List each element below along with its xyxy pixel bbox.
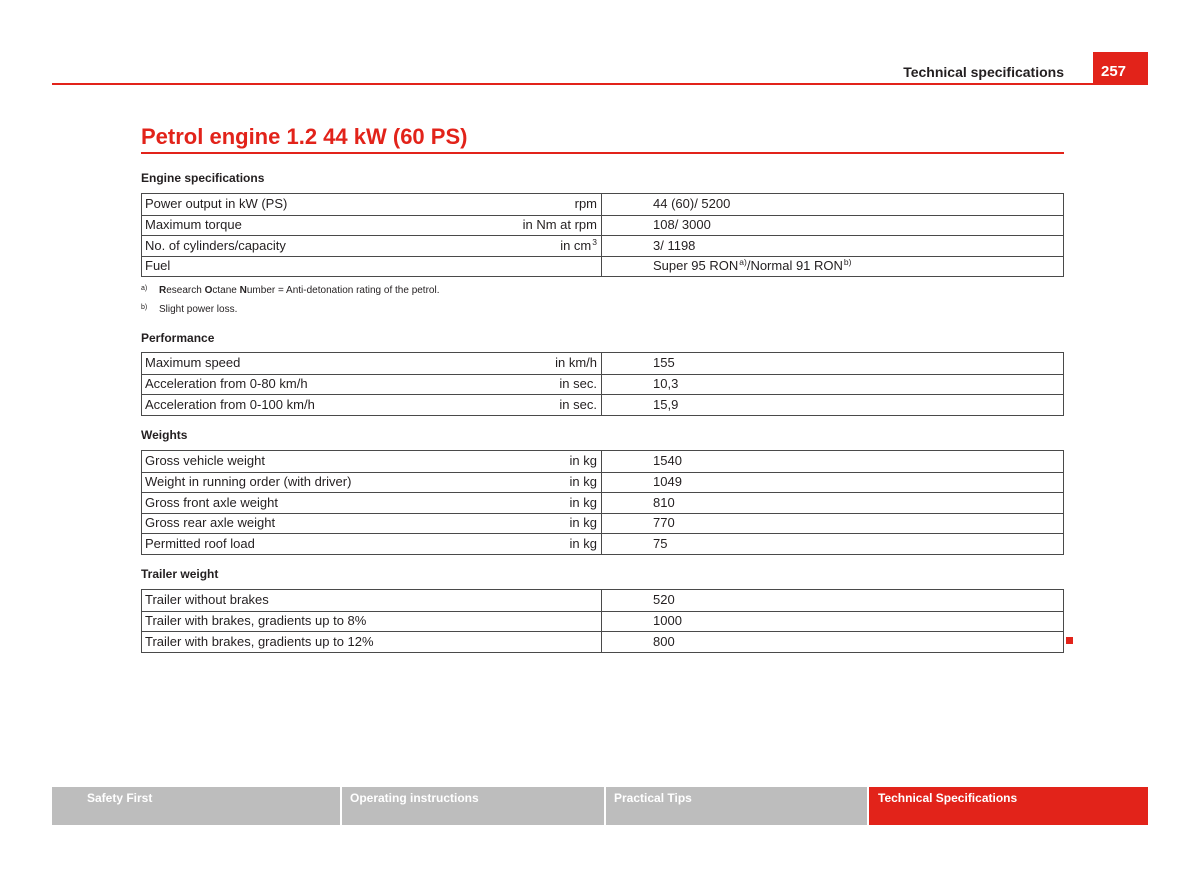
performance-table: [141, 352, 1064, 416]
table-row: [142, 631, 1063, 652]
spec-value-cell: [602, 451, 1063, 472]
spec-value: 520: [653, 592, 675, 608]
engine-specifications-table: [141, 193, 1064, 277]
spec-unit-wrap: [560, 238, 597, 254]
spec-label: Maximum torque: [145, 217, 242, 233]
spec-value-cell: [602, 534, 1063, 554]
spec-label: No. of cylinders/capacity: [145, 237, 286, 253]
footnote-reference: a): [739, 257, 747, 268]
spec-label: Gross front axle weight: [145, 494, 278, 510]
spec-label: Gross rear axle weight: [145, 515, 276, 531]
spec-label: Acceleration from 0-80 km/h: [145, 376, 308, 392]
spec-value-cell: [602, 632, 1063, 652]
spec-unit: in kg: [569, 453, 597, 469]
page-number: 257: [1093, 52, 1148, 85]
table-row: [142, 394, 1063, 415]
footnote-text-part: umber = Anti-detonation rating of the petrol.: [246, 285, 440, 296]
table-row: [142, 374, 1063, 395]
header-rule: [52, 83, 1148, 85]
footnote-text-part: esearch: [166, 285, 205, 296]
footnote-b: [141, 303, 237, 317]
spec-label: Weight in running order (with driver): [145, 474, 352, 490]
table-row: [142, 353, 1063, 374]
spec-value-cell: [602, 395, 1063, 415]
spec-label: Power output in kW (PS): [145, 196, 288, 212]
spec-label-cell: [142, 632, 602, 652]
spec-value-cell: [602, 612, 1063, 632]
spec-unit: in cm: [560, 237, 592, 253]
spec-label-cell: [142, 216, 602, 236]
spec-value-cell: [602, 257, 1063, 277]
spec-value: 44 (60)/ 5200: [653, 196, 731, 212]
footer-tab-operating-instructions: [342, 787, 604, 825]
spec-label-cell: [142, 194, 602, 215]
table-row: [142, 492, 1063, 513]
spec-value: 15,9: [653, 396, 679, 412]
spec-value-part: /Normal 91 RON: [746, 258, 843, 274]
footer-tab-practical-tips: [606, 787, 867, 825]
footnote-text-part: ctane: [212, 285, 240, 296]
table-row: [142, 533, 1063, 554]
spec-unit: in kg: [569, 474, 597, 490]
table-row: [142, 472, 1063, 493]
spec-value: 1540: [653, 453, 682, 469]
footnote-text: [159, 285, 439, 296]
footer-tab-technical-specifications: [869, 787, 1148, 825]
weights-table: [141, 450, 1064, 555]
spec-value-cell: [602, 493, 1063, 513]
footnote-marker: b): [141, 304, 148, 311]
spec-label-cell: [142, 236, 602, 256]
footer-tab-label: Operating instructions: [350, 791, 479, 805]
footnote-marker: a): [141, 285, 148, 292]
footnote-text-part: R: [159, 285, 167, 296]
spec-value: 108/ 3000: [653, 217, 711, 233]
spec-value: 810: [653, 494, 675, 510]
spec-value: [653, 258, 851, 274]
spec-unit: rpm: [574, 196, 597, 212]
spec-label: Maximum speed: [145, 355, 241, 371]
page-title: Petrol engine 1.2 44 kW (60 PS): [141, 124, 468, 149]
spec-label: Trailer without brakes: [145, 592, 269, 608]
spec-label: Gross vehicle weight: [145, 453, 265, 469]
footnote-text-part: O: [204, 285, 213, 296]
spec-label-cell: [142, 612, 602, 632]
spec-label-cell: [142, 395, 602, 415]
spec-value-cell: [602, 353, 1063, 374]
spec-label-cell: [142, 451, 602, 472]
spec-label: Trailer with brakes, gradients up to 12%: [145, 633, 374, 649]
spec-label-cell: [142, 473, 602, 493]
spec-unit: in km/h: [555, 355, 597, 371]
footnote-reference: b): [843, 257, 852, 268]
table-row: [142, 590, 1063, 611]
table-row: [142, 513, 1063, 534]
spec-unit: in kg: [569, 494, 597, 510]
section-heading-performance: Performance: [141, 331, 215, 345]
spec-unit: in sec.: [559, 396, 597, 412]
footer-tab-label: Technical Specifications: [878, 791, 1018, 805]
spec-value-cell: [602, 194, 1063, 215]
table-row: [142, 235, 1063, 256]
footer-tab-label: Practical Tips: [614, 791, 692, 805]
section-heading-weights: Weights: [141, 428, 188, 442]
table-row: [142, 215, 1063, 236]
table-row: [142, 194, 1063, 215]
spec-label-cell: [142, 534, 602, 554]
trailer-weight-table: [141, 589, 1064, 653]
end-of-section-marker: [1066, 637, 1073, 644]
spec-value-part: Super 95 RON: [653, 258, 739, 274]
spec-label-cell: [142, 514, 602, 534]
title-rule: [141, 152, 1064, 154]
spec-value-cell: [602, 375, 1063, 395]
spec-value: 10,3: [653, 376, 679, 392]
spec-label-cell: [142, 493, 602, 513]
spec-value: 75: [653, 535, 668, 551]
spec-unit: in Nm at rpm: [522, 217, 597, 233]
spec-label-cell: [142, 353, 602, 374]
table-row: [142, 256, 1063, 277]
spec-unit: in kg: [569, 515, 597, 531]
header-section-title: Technical specifications: [903, 64, 1064, 80]
spec-unit: in kg: [569, 535, 597, 551]
spec-value-cell: [602, 514, 1063, 534]
footer-tab-label: Safety First: [87, 791, 153, 805]
table-row: [142, 611, 1063, 632]
spec-label-cell: [142, 375, 602, 395]
spec-value: 1049: [653, 474, 682, 490]
spec-value: 800: [653, 633, 675, 649]
spec-label: Trailer with brakes, gradients up to 8%: [145, 613, 367, 629]
spec-label: Acceleration from 0-100 km/h: [145, 396, 315, 412]
spec-label-cell: [142, 257, 602, 277]
footnote-text-part: N: [239, 285, 247, 296]
section-heading-trailer-weight: Trailer weight: [141, 567, 219, 581]
spec-value: 1000: [653, 613, 682, 629]
spec-value-cell: [602, 473, 1063, 493]
table-row: [142, 451, 1063, 472]
footnote-a: [141, 284, 439, 298]
footnote-text: Slight power loss.: [159, 304, 238, 315]
spec-unit-superscript: 3: [592, 236, 597, 247]
spec-value: 770: [653, 515, 675, 531]
spec-value-cell: [602, 590, 1063, 611]
spec-unit: in sec.: [559, 376, 597, 392]
footer-tab-safety-first: [52, 787, 340, 825]
spec-label-cell: [142, 590, 602, 611]
spec-label: Fuel: [145, 258, 171, 274]
spec-value-cell: [602, 216, 1063, 236]
spec-value: 3/ 1198: [653, 237, 696, 253]
spec-value-cell: [602, 236, 1063, 256]
section-heading-engine-specifications: Engine specifications: [141, 171, 265, 185]
spec-label: Permitted roof load: [145, 535, 255, 551]
spec-value: 155: [653, 355, 675, 371]
